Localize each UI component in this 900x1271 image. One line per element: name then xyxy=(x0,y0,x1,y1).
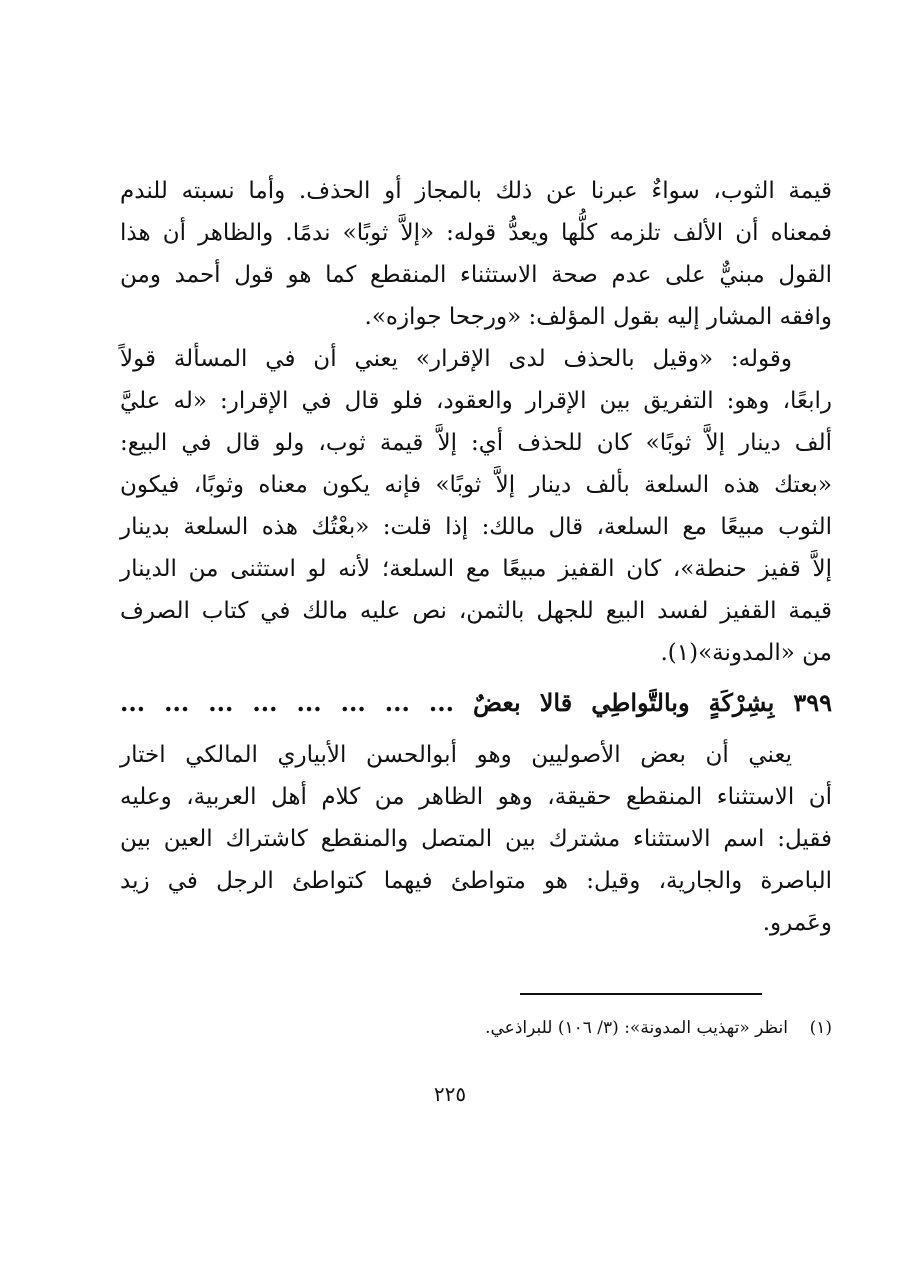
paragraph-3 xyxy=(120,734,832,944)
text-line: فمعناه أن الألف تلزمه كلُّها ويعدُّ قوله: «إلاَّ ثوبًا» ندمًا. والظاهر أن هذا xyxy=(120,220,832,246)
paragraph-2 xyxy=(120,338,832,674)
text-line: أن الاستثناء المنقطع حقيقة، وهو الظاهر من كلام أهل العربية، وعليه xyxy=(120,784,832,810)
text-line: الثوب مبيعًا مع السلعة، قال مالك: إذا قلت: «بعْتُك هذه السلعة بدينار xyxy=(120,514,832,540)
text-line: ألف دينار إلاَّ ثوبًا» كان للحذف أي: إلاَّ قيمة ثوب، ولو قال في البيع: xyxy=(120,430,832,456)
text-line: «بعتك هذه السلعة بألف دينار إلاَّ ثوبًا» فإنه يكون معناه وثوبًا، فيكون xyxy=(120,472,832,498)
text-line: فقيل: اسم الاستثناء مشترك بين المتصل والمنقطع كاشتراك العين بين xyxy=(120,826,832,852)
footnote-divider xyxy=(520,993,762,995)
text-line: قيمة القفيز لفسد البيع للجهل بالثمن، نص عليه مالك في كتاب الصرف xyxy=(120,598,832,624)
text-line: وعَمرو. xyxy=(762,910,832,936)
footnote-marker: (١) xyxy=(809,1018,832,1038)
paragraph-1 xyxy=(120,170,832,338)
verse-dots: ... ... ... ... ... ... ... ... xyxy=(120,688,454,717)
text-line: وافقه المشار إليه بقول المؤلف: «ورجحا جوازه». xyxy=(364,304,832,330)
text-line: من «المدونة»(١). xyxy=(660,640,832,666)
verse-number: ٣٩٩ xyxy=(793,688,832,717)
text-line: إلاَّ قفيز حنطة»، كان القفيز مبيعًا مع السلعة؛ لأنه لو استثنى من الدينار xyxy=(120,556,832,582)
page-body xyxy=(120,170,832,944)
text-line: قيمة الثوب، سواءٌ عبرنا عن ذلك بالمجاز أو الحذف. وأما نسبته للندم xyxy=(120,178,832,204)
text-line: يعني أن بعض الأصوليين وهو أبوالحسن الأبياري المالكي اختار xyxy=(120,742,792,768)
footnote-text: انظر «تهذيب المدونة»: (٣/ ١٠٦) للبراذعي. xyxy=(485,1018,788,1038)
verse-text: بِشِرْكَةٍ وبالتَّواطِي قالا بعضٌ xyxy=(473,688,775,717)
text-line: الباصرة والجارية، وقيل: هو متواطئ فيهما كتواطئ الرجل في زيد xyxy=(120,868,832,894)
text-line: القول مبنيٌّ على عدم صحة الاستثناء المنقطع كما هو قول أحمد ومن xyxy=(120,262,832,288)
page-number: ٢٢٥ xyxy=(433,1082,467,1106)
text-line: وقوله: «وقيل بالحذف لدى الإقرار» يعني أن في المسألة قولاً xyxy=(120,346,792,372)
text-line: رابعًا، وهو: التفريق بين الإقرار والعقود، فلو قال في الإقرار: «له عليَّ xyxy=(120,388,832,414)
footnote xyxy=(485,1015,832,1041)
verse-line xyxy=(120,680,832,726)
